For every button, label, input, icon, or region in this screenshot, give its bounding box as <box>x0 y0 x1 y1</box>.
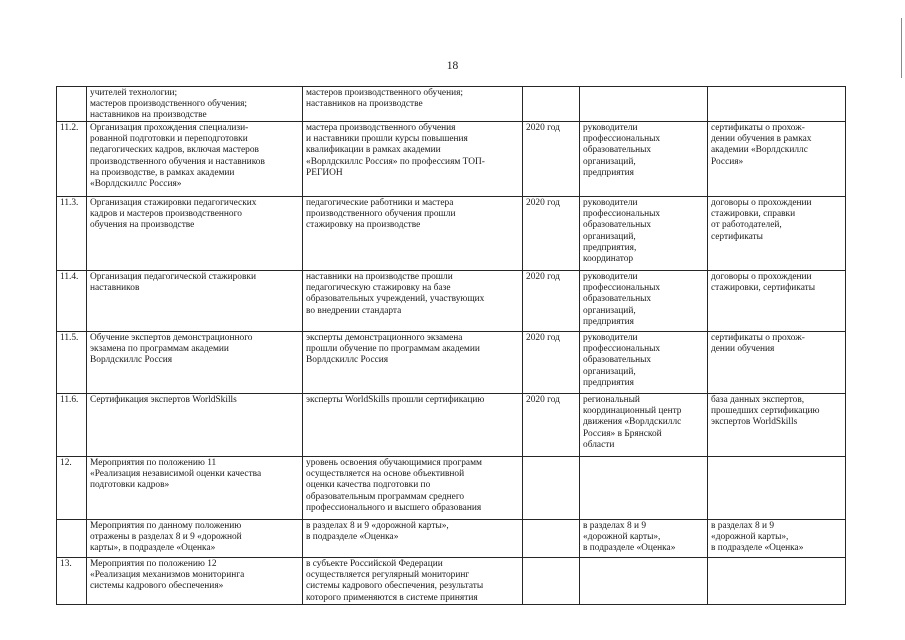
document-cell: база данных экспертов, прошедших сертификацию экспертов WorldSkills <box>708 394 846 457</box>
table-row <box>57 558 846 605</box>
year-cell: 2020 год <box>523 271 580 332</box>
table-row <box>57 394 846 457</box>
row-number <box>57 520 87 558</box>
document-cell: сертификаты о прохож- дении обучения <box>708 332 846 394</box>
table-row <box>57 332 846 394</box>
year-cell <box>523 457 580 520</box>
row-number <box>57 87 87 122</box>
table-row <box>57 197 846 271</box>
result-cell: мастеров производственного обучения; наставников на производстве <box>303 87 523 122</box>
row-number: 11.3. <box>57 197 87 271</box>
table-row <box>57 457 846 520</box>
responsible-cell: руководители профессиональных образовательных организаций, предприятия <box>580 332 708 394</box>
responsible-cell: руководители профессиональных образовательных организаций, предприятия <box>580 122 708 197</box>
roadmap-table <box>56 86 846 605</box>
row-number: 12. <box>57 457 87 520</box>
result-cell: наставники на производстве прошли педагогическую стажировку на базе образовательных учреждений, участвующих во внедрении стандарта <box>303 271 523 332</box>
result-cell: педагогические работники и мастера производственного обучения прошли стажировку на производстве <box>303 197 523 271</box>
year-cell: 2020 год <box>523 332 580 394</box>
result-cell: в субъекте Российской Федерации осуществляется регулярный мониторинг системы кадрового обеспечения, результаты которого применяются в системе принятия <box>303 558 523 605</box>
year-cell: 2020 год <box>523 197 580 271</box>
responsible-cell: руководители профессиональных образовательных организаций, предприятия, координатор <box>580 197 708 271</box>
document-cell: договоры о прохождении стажировки, справки от работодателей, сертификаты <box>708 197 846 271</box>
activity-cell: Мероприятия по положению 12 «Реализация механизмов мониторинга системы кадрового обеспечения» <box>87 558 303 605</box>
activity-cell: учителей технологии; мастеров производственного обучения; наставников на производстве <box>87 87 303 122</box>
year-cell <box>523 520 580 558</box>
responsible-cell <box>580 87 708 122</box>
result-cell: в разделах 8 и 9 «дорожной карты», в подразделе «Оценка» <box>303 520 523 558</box>
activity-cell: Организация стажировки педагогических кадров и мастеров производственного обучения на производстве <box>87 197 303 271</box>
activity-cell: Мероприятия по данному положению отражены в разделах 8 и 9 «дорожной карты», в подразделе «Оценка» <box>87 520 303 558</box>
result-cell: эксперты демонстрационного экзамена прошли обучение по программам академии Ворлдскиллс Россия <box>303 332 523 394</box>
responsible-cell <box>580 558 708 605</box>
document-cell: сертификаты о прохож- дении обучения в рамках академии «Ворлдскиллс Россия» <box>708 122 846 197</box>
year-cell <box>523 558 580 605</box>
activity-cell: Мероприятия по положению 11 «Реализация независимой оценки качества подготовки кадров» <box>87 457 303 520</box>
responsible-cell: в разделах 8 и 9 «дорожной карты», в подразделе «Оценка» <box>580 520 708 558</box>
row-number: 11.5. <box>57 332 87 394</box>
responsible-cell: региональный координационный центр движения «Ворлдскиллс Россия» в Брянской области <box>580 394 708 457</box>
document-cell: в разделах 8 и 9 «дорожной карты», в подразделе «Оценка» <box>708 520 846 558</box>
activity-cell: Организация педагогической стажировки наставников <box>87 271 303 332</box>
year-cell: 2020 год <box>523 394 580 457</box>
table-row <box>57 520 846 558</box>
activity-cell: Организация прохождения специализи- рованной подготовки и переподготовки педагогических кадров, включая мастеров производственного обучения и наставников на производстве, в рамках академии «Ворлдскиллс Россия» <box>87 122 303 197</box>
row-number: 11.6. <box>57 394 87 457</box>
result-cell: эксперты WorldSkills прошли сертификацию <box>303 394 523 457</box>
row-number: 11.4. <box>57 271 87 332</box>
document-cell: договоры о прохождении стажировки, сертификаты <box>708 271 846 332</box>
activity-cell: Сертификация экспертов WorldSkills <box>87 394 303 457</box>
document-cell <box>708 457 846 520</box>
row-number: 11.2. <box>57 122 87 197</box>
table-row <box>57 122 846 197</box>
document-cell <box>708 558 846 605</box>
document-cell <box>708 87 846 122</box>
responsible-cell <box>580 457 708 520</box>
responsible-cell: руководители профессиональных образовательных организаций, предприятия <box>580 271 708 332</box>
activity-cell: Обучение экспертов демонстрационного экзамена по программам академии Ворлдскиллс Россия <box>87 332 303 394</box>
page-number: 18 <box>446 60 459 72</box>
result-cell: уровень освоения обучающимися программ осуществляется на основе объективной оценки качества подготовки по образовательным программам среднего профессионального и высшего образования <box>303 457 523 520</box>
year-cell: 2020 год <box>523 122 580 197</box>
row-number: 13. <box>57 558 87 605</box>
result-cell: мастера производственного обучения и наставники прошли курсы повышения квалификации в рамках академии «Ворлдскиллс Россия» по профессиям ТОП- РЕГИОН <box>303 122 523 197</box>
table-row <box>57 87 846 122</box>
year-cell <box>523 87 580 122</box>
table-row <box>57 271 846 332</box>
